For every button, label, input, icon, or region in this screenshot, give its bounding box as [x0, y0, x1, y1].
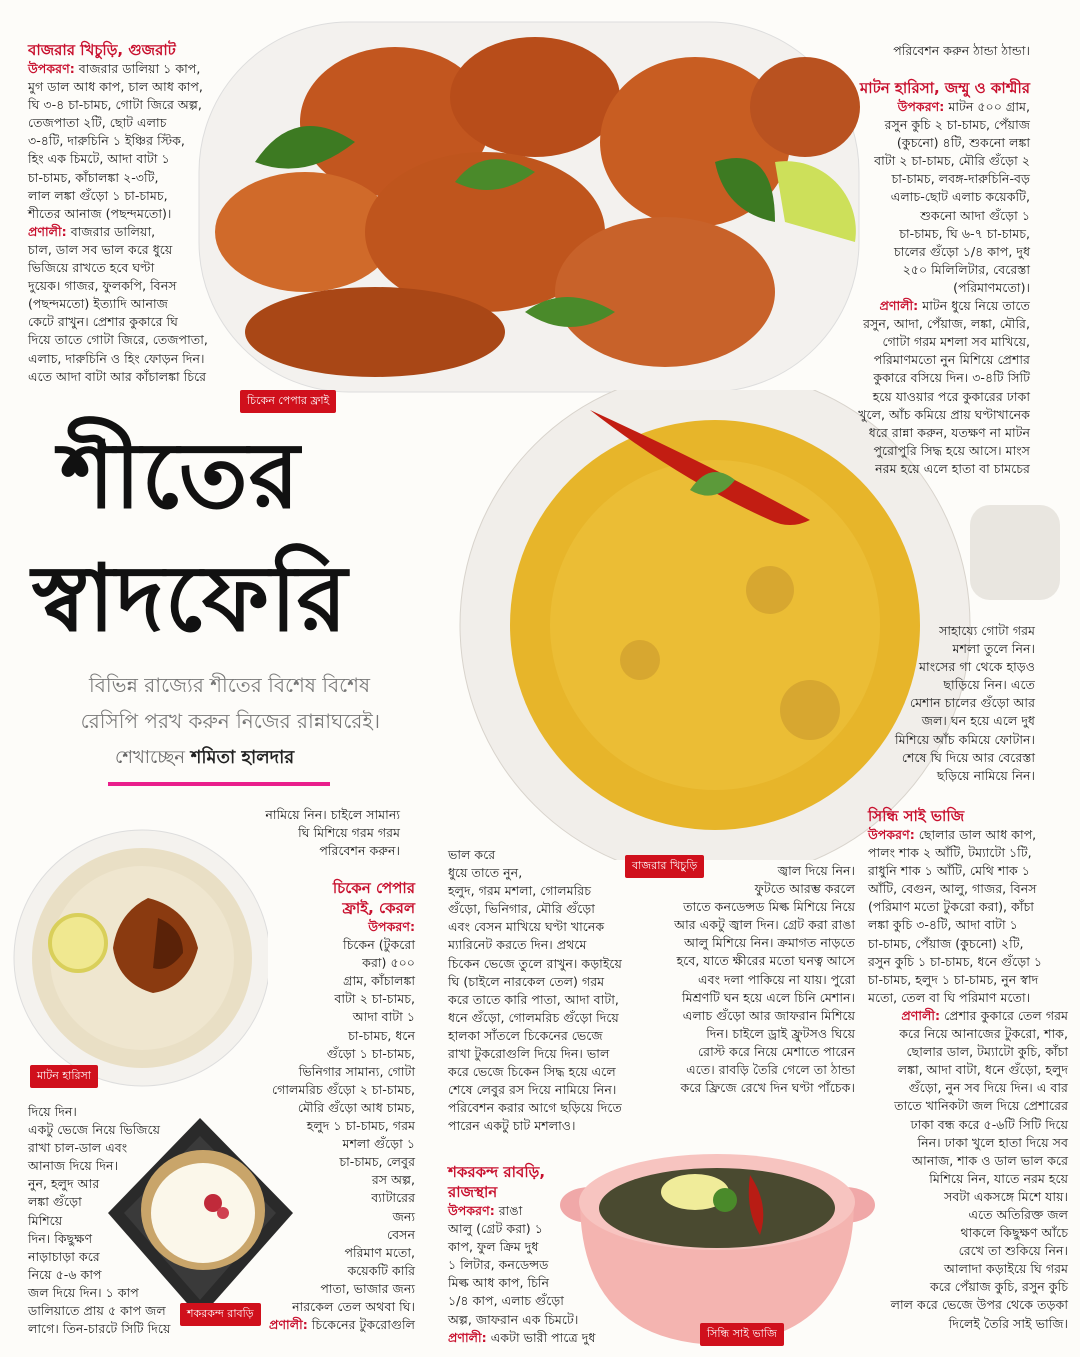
- bajra-khichdi-caption: বাজরার খিচুড়ি: [625, 855, 704, 878]
- chicken-fry-caption: চিকেন পেপার ফ্রাই: [240, 390, 336, 413]
- rabri-method: একটা ভারী পাত্রে দুধ: [486, 1329, 596, 1345]
- mutton-method-label: প্রণালী:: [879, 298, 919, 314]
- headline-line-2: স্বাদফেরি: [32, 544, 349, 652]
- mutton-method: মাটন ধুয়ে নিয়ে তাতে রসুন, আদা, পেঁয়াজ, লঙ্কা, মৌরি, গোটা গরম মশলা সব মাখিয়ে, পরিমাণমতো নুন মিশিয়ে প্রেশার কুকারে বসিয়ে দিন। ৩-৪টি সিটি হয়ে যাওয়ার পরে কুকারের ঢাকা খুলে, আঁচ কমিয়ে প্রায় ঘণ্টাখানেক ধরে রান্না করুন, যতক্ষণ না মাটন পুরোপুরি সিদ্ধ হয়ে আসে। মাংস নরম হয়ে এলে হাতা বা চামচের: [858, 298, 1030, 476]
- sindhi-ingredients-label: উপকরণ:: [868, 827, 915, 842]
- rabri-method-end: [650, 862, 855, 1097]
- bajra-ingredients: বাজরার ডালিয়া ১ কাপ, মুগ ডাল আধ কাপ, চাল আধ কাপ, ঘি ৩-৪ চা-চামচ, গোটা জিরে অল্প, তেজপাতা ২টি, ছোট এলাচ ৩-৪টি, দারুচিনি ১ ইঞ্চির স্টিক, হিং এক চিমটে, আদা বাটা ১ চা-চামচ, কাঁচালঙ্কা ২-৩টি, লাল লঙ্কা গুঁড়ো ১ চা-চামচ, শীতের আনাজ (পছন্দমতো)।: [28, 61, 203, 221]
- byline-name: শমিতা হালদার: [190, 747, 295, 768]
- mutton-harisa-caption: মাটন হারিসা: [30, 1065, 98, 1088]
- chicken-fry-photo: [195, 12, 865, 402]
- rabri-method-label: প্রণালী:: [448, 1329, 487, 1345]
- mutton-ingredients-label: উপকরণ:: [897, 99, 945, 114]
- sindhi-method-label: প্রণালী:: [901, 1007, 941, 1023]
- sindhi-title: সিন্ধি সাই ভাজি: [868, 807, 965, 825]
- rabri-top-text: জ্বাল দিয়ে নিন। ফুটতে আরম্ভ করলে তাতে কনডেন্সড মিল্ক মিশিয়ে নিয়ে আর একটু জ্বাল দিন। গ্রেট করা রাঙা আলু মিশিয়ে নিন। ক্রমাগত নাড়তে হবে, যাতে ক্ষীরের মতো ঘনত্ব আসে এবং দলা পাকিয়ে না যায়। পুরো মিশ্রণটি ঘন হয়ে এলে চিনি মেশান। এলাচ গুঁড়ো আর জাফরান মিশিয়ে দিন। চাইলে ড্রাই ফ্রুটসও ঘিয়ে রোস্ট করে নিয়ে মেশাতে পারেন এতে। রাবড়ি তৈরি গেলে তা ঠান্ডা করে ফ্রিজে রেখে দিন ঘণ্টা পাঁচেক।: [674, 863, 855, 1096]
- byline: [115, 743, 294, 774]
- mutton-main: [835, 78, 1030, 478]
- bajra-title: বাজরার খিচুড়ি, গুজরাট: [28, 41, 176, 59]
- chicken-method-cont: [448, 846, 653, 1136]
- bajra-end-text: নামিয়ে নিন। চাইলে সামান্য ঘি মিশিয়ে গরম গরম পরিবেশন করুন।: [265, 807, 400, 859]
- bajra-method-cont: [28, 1103, 188, 1338]
- bajra-cont-text: দিয়ে দিন। একটু ভেজে নিয়ে ভিজিয়ে রাখা চাল-ডাল এবং আনাজ দিয়ে দিন। নুন, হলুদ আর লঙ্কা গুঁড়ো মিশিয়ে দিন। কিছুক্ষণ নাড়াচাড়া করে নিয়ে ৫-৬ কাপ জল দিয়ে দিন। ১ কাপ ডালিয়াতে প্রায় ৫ কাপ জল লাগে। তিন-চারটে সিটি দিয়ে: [28, 1104, 171, 1337]
- mutton-title: মাটন হারিসা, জম্মু ও কাশ্মীর: [859, 79, 1030, 97]
- mutton-top-line: পরিবেশন করুন ঠান্ডা ঠান্ডা।: [893, 43, 1030, 58]
- chicken-ingredients-label: উপকরণ:: [368, 919, 415, 934]
- chicken-method-label: প্রণালী:: [269, 1317, 308, 1333]
- rabri-title: শকরকন্দ রাবড়ি, রাজস্থান: [448, 1163, 546, 1201]
- sindhi-sai-bhaji-photo: [555, 1130, 880, 1350]
- byline-divider: [108, 782, 330, 786]
- rabri-ingredients: রাঙা আলু (গ্রেট করা) ১ কাপ, ফুল ক্রিম দুধ ১ লিটার, কনডেন্সড মিল্ক আধ কাপ, চিনি ১/৪ কাপ, এলাচ গুঁড়ো অল্প, জাফরান এক চিমটে।: [448, 1203, 579, 1327]
- chicken-ingredients: চিকেন (টুকরো করা) ৫০০ গ্রাম, কাঁচালঙ্কা বাটা ২ চা-চামচ, আদা বাটা ১ চা-চামচ, ধনে গুঁড়ো ১ চা-চামচ, ভিনিগার সামান্য, গোটা গোলমরিচ গুঁড়ো ২ চা-চামচ, মৌরি গুঁড়ো আধ চামচ, হলুদ ১ চা-চামচ, গরম মশলা গুঁড়ো ১ চা-চামচ, লেবুর রস অল্প, ব্যাটারের জন্য বেসন পরিমাণ মতো, কয়েকটি কারি পাতা, ভাজার জন্য নারকেল তেল অথবা ঘি।: [271, 937, 415, 1314]
- mutton-ingredients: মাটন ৫০০ গ্রাম, রসুন কুচি ২ চা-চামচ, পেঁয়াজ (কুচনো) ৪টি, শুকনো লঙ্কা বাটা ২ চা-চামচ, মৌরি গুঁড়ো ২ চা-চামচ, লবঙ্গ-দারুচিনি-বড় এলাচ-ছোট এলাচ কয়েকটি, শুকনো আদা গুঁড়ো ১ চা-চামচ, ঘি ৬-৭ চা-চামচ, চালের গুঁড়ো ১/৪ কাপ, দুধ ২৫০ মিলিলিটার, বেরেস্তা (পরিমাণমতো)।: [874, 99, 1030, 295]
- chicken-cont-text: ভাল করে ধুয়ে তাতে নুন, হলুদ, গরম মশলা, গোলমরিচ গুঁড়ো, ভিনিগার, মৌরি গুঁড়ো এবং বেসন মাখিয়ে ঘণ্টা খানেক ম্যারিনেট করতে দিন। প্রথমে চিকেন ভেজে তুলে রাখুন। কড়াইয়ে ঘি (চাইলে নারকেল তেল) গরম করে তাতে কারি পাতা, আদা বাটা, ধনে গুঁড়ো, গোলমরিচ গুঁড়ো দিয়ে হালকা সাঁতলে চিকেনের ভেজে রাখা টুকরোগুলি দিয়ে দিন। ভাল করে ভেজে চিকেন সিদ্ধ হয়ে এলে শেষে লেবুর রস দিয়ে নামিয়ে নিন। পরিবেশন করার আগে ছড়িয়ে দিতে পারেন একটু চাট মশলাও।: [448, 847, 622, 1134]
- headline-line-1: শীতের: [60, 421, 301, 529]
- mutton-recipe: [830, 42, 1030, 60]
- deck-line-2: রেসিপি পরখ করুন নিজের রান্নাঘরেই।: [80, 709, 380, 733]
- sindhi-method: প্রেশার কুকারে তেল গরম করে নিয়ে আনাজের টুকরো, শাক, ছোলার ডাল, টম্যাটো কুচি, কাঁচা লঙ্কা, আদা বাটা, ধনে গুঁড়ো, হলুদ গুঁড়ো, নুন সব দিয়ে দিন। এ বার তাতে খানিকটা জল দিয়ে প্রেশারের ঢাকা বন্ধ করে ৫-৬টি সিটি দিয়ে নিন। ঢাকা খুলে হাতা দিয়ে সব আনাজ, শাক ও ডাল ভাল করে মিশিয়ে নিন, যাতে নরম হয়ে সবটা একসঙ্গে মিশে যায়। এতে অতিরিক্ত জল থাকলে কিছুক্ষণ আঁচে রেখে তা শুকিয়ে নিন। আলাদা কড়াইয়ে ঘি গরম করে পেঁয়াজ কুচি, রসুন কুচি লাল করে ভেজে উপর থেকে তড়কা দিলেই তৈরি সাই ভাজি।: [890, 1007, 1068, 1331]
- rabri-ingredients-label: উপকরণ:: [448, 1203, 495, 1218]
- bajra-recipe: [28, 40, 228, 386]
- bajra-method-end: [205, 806, 400, 860]
- mutton-method-cont: [880, 622, 1035, 785]
- mutton-cont-text: সাহায্যে গোটা গরম মশলা তুলে নিন। মাংসের গা থেকে হাড়ও ছাড়িয়ে নিন। এতে মেশান চালের গুঁড়ো আর জল। ঘন হয়ে এলে দুধ মিশিয়ে আঁচ কমিয়ে ফোটান। শেষে ঘি দিয়ে আর বেরেস্তা ছড়িয়ে নামিয়ে নিন।: [894, 623, 1035, 783]
- byline-prefix: শেখাচ্ছেন: [115, 747, 186, 768]
- chicken-title: চিকেন পেপার ফ্রাই, কেরল: [332, 879, 415, 917]
- rabri-recipe: [448, 1162, 598, 1347]
- shakarkand-rabri-caption: শকরকন্দ রাবড়ি: [180, 1303, 261, 1326]
- sindhi-ingredients: ছোলার ডাল আধ কাপ, পালং শাক ২ আঁটি, টম্যাটো ১টি, রাধুনি শাক ১ আঁটি, মেথি শাক ১ আঁটি, বেগুন, আলু, গাজর, বিনস (পরিমাণ মতো টুকরো করা), কাঁচা লঙ্কা কুচি ৩-৪টি, আদা বাটা ১ চা-চামচ, পেঁয়াজ (কুচনো) ২টি, রসুন কুচি ১ চা-চামচ, ধনে গুঁড়ো ১ চা-চামচ, হলুদ ১ চা-চামচ, নুন স্বাদ মতো, তেল বা ঘি পরিমাণ মতো।: [868, 827, 1043, 1005]
- deck-line-1: বিভিন্ন রাজ্যের শীতের বিশেষ বিশেষ: [89, 673, 370, 697]
- sindhi-sai-bhaji-caption: সিন্ধি সাই ভাজি: [700, 1323, 784, 1346]
- chicken-method: চিকেনের টুকরোগুলি: [307, 1317, 415, 1333]
- bajra-method-label: প্রণালী:: [28, 223, 67, 239]
- sindhi-recipe: [868, 806, 1068, 1333]
- chicken-recipe: [255, 878, 415, 1334]
- bajra-method: বাজরার ডালিয়া, চাল, ডাল সব ভাল করে ধুয়ে ভিজিয়ে রাখতে হবে ঘণ্টা দুয়েক। গাজর, ফুলকপি, বিনস (পছন্দমতো) ইত্যাদি আনাজ কেটে রাখুন। প্রেশার কুকারে ঘি দিয়ে তাতে গোটা জিরে, তেজপাতা, এলাচ, দারুচিনি ও হিং ফোড়ন দিন। এতে আদা বাটা আর কাঁচালঙ্কা চিরে: [28, 223, 208, 384]
- bajra-ingredients-label: উপকরণ:: [28, 61, 75, 76]
